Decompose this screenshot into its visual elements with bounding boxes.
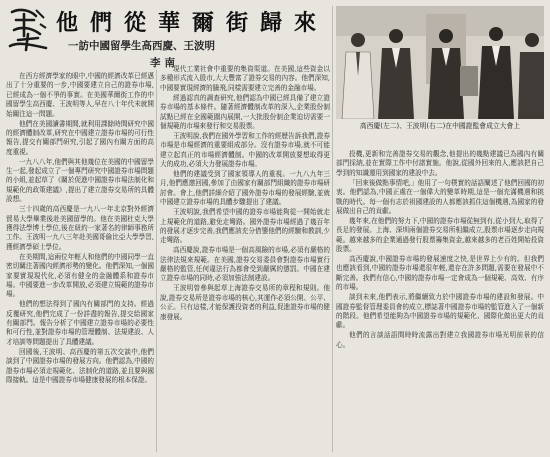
paragraph: 回國後,王波明、高西慶的第五次交談中,他們談到了中國證券市場的發展方向。他們認為,中國的證券市場必須走規範化、法制化的道路,並且要與國際接軌。這是中國證券市場健康發展的根本保證。 [6, 347, 154, 384]
photo-image [336, 6, 544, 119]
column-divider [332, 6, 333, 452]
section-logo [6, 6, 50, 54]
paragraph: 高西慶說,中國證券市場的發展速度之快,是世界上少有的。但我們也應該看到,中國的證券市場還很年輕,還存在許多問題,需要在發展中不斷完善。我們有信心,中國的證券市場一定會成為一個規範、高效、有序的市場。 [336, 254, 544, 292]
paragraph: 王波明說,我們在國外學習和工作的經歷告訴我們,證券市場是市場經濟的重要組成部分。沒有證券市場,就不可能建立起真正的市場經濟體制。中國的改革開放要想取得更大的成功,必須大力發展證券市場。 [160, 131, 330, 169]
paragraph: 一九八八年,他們與其他幾位在美國的中國留學生一起,發起成立了一個專門研究中國證券市場問題的小組,並起草了《關於促進中國證券市場法制化和規範化的政策建議》,提出了建立證券交易所的具體設想。 [6, 157, 154, 204]
paragraph: 他們的想法得到了國內有關部門的支持。經過反覆研究,他們完成了一份詳盡的報告,提交給國家有關部門。報告分析了中國建立證券市場的必要性和可行性,並對證券市場的管理體制、法規建設、人才培訓等問題提出了具體建議。 [6, 300, 154, 346]
article-photo [336, 6, 544, 119]
article-subtitle: 一訪中國留學生高西慶、王波明 [68, 40, 215, 52]
article-column-2 [160, 65, 330, 452]
paragraph: 他們在美國讀書期間,就利用課餘時間研究中國的經濟體制改革,研究在中國建立證券市場的可行性報告,提交有關部門研究,引起了國內有關方面的高度重視。 [6, 119, 154, 156]
paragraph: 王波明曾參與起草上海證券交易所的章程和規則。他說,證券交易所是證券市場的核心,其運作必須公開、公平、公正。只有這樣,才能保護投資者的利益,促進證券市場的健康發展。 [160, 284, 330, 321]
article-byline: 李南 [150, 57, 179, 69]
paragraph: 經過認真的調查研究,他們認為中國已經具備了建立證券市場的基本條件。隨著經濟體制改革的深入,企業股份制試點已經在全國範圍內展開,一大批股份制企業迫切需要一個規範的市場來發行和交易股票。 [160, 93, 330, 130]
paragraph: 王波明說,我們希望中國的證券市場能夠從一開始就走上規範化的道路,避免走彎路。國外證券市場經過了幾百年的發展才逐步完善,我們應該充分借鑒他們的經驗和教訓,少走彎路。 [160, 208, 330, 245]
paragraph: 他們的言談話語間時時流露出對建立我國證券市場光明前景的信心。 [336, 331, 544, 349]
paragraph: 三十四歲的高西慶是一九八一年北京對外經濟貿易大學畢業後赴美國留學的。他在美國杜克大學獲得法學博士學位,後在紐約一家著名的律師事務所工作。王波明一九八三年赴美國哥倫比亞大學學習,獲經濟學碩士學位。 [6, 205, 154, 251]
paragraph: 談到未來,他們表示,將繼續致力於中國證券市場的建設和發展。中國證券監督管理委員會的成立,標誌著中國證券市場的監管進入了一個新的階段。他們希望能夠為中國證券市場的規範化、國際化做出更大的貢獻。 [336, 293, 544, 330]
photo-caption: 高西慶(左二)、王波明(右二)在中國證監會成立大會上 [359, 122, 521, 130]
section-logo-icon [6, 6, 50, 54]
paragraph: 「回來後做點事情吧,」他用了一句樸實的話語闡述了他們回國的初衷。他們認為,中國正處在一個偉大的變革時期,這是一個充滿機遇和挑戰的時代。每一個有志於祖國建設的人都應該抓住這個機遇,為國家的發展做出自己的貢獻。 [336, 178, 544, 215]
paragraph: 在美期間,這兩位年輕人和他們的中國同學一直密切關注著國內經濟形勢的變化。他們深知,一個國家要實現現代化,必須有健全的金融體系和證券市場。中國要進一步改革開放,必須建立規範的證券市場。 [6, 252, 154, 299]
paragraph: 投機,更新和完善證券交易的觀念,他提出的幾點建議已為國內有關部門採納,並在實際工作中付諸實施。他說,從國外回來的人,應該把自己學到的知識運用到國家的建設中去。 [336, 150, 544, 177]
paragraph: 他們的建議受到了國家領導人的重視。一九八九年三月,他們應邀回國,參加了由國家有關部門組織的證券市場研討會。會上,他們詳細介紹了國外證券市場的發展經驗,並就中國建立證券市場的具體步驟提出了建議。 [160, 169, 330, 207]
paragraph: 幾年來,在他們的努力下,中國的證券市場從無到有,從小到大,取得了長足的發展。上海、深圳兩個證券交易所相繼成立,股票市場逐步走向規範。越來越多的企業通過發行股票籌集資金,越來越多的老百姓開始投資股票。 [336, 216, 544, 254]
paragraph: 在西方經濟學家的眼中,中國的經濟改革已經邁出了十分重要的一步,中國要建立自己的證券市場,已經成為一個不爭的事實。在美國華爾街工作的中國留學生高西慶、王波明等人,早在八十年代末就開始關注這一問題。 [6, 72, 154, 118]
column-divider [156, 70, 157, 452]
article-column-1 [6, 72, 154, 452]
paragraph: 現代工業社會中重要的集資渠道。在美國,這些資金以多種形式流入股市,大大豐富了證券交易的內容。他們深知,中國要實現經濟的騰飛,同樣需要建立完善的金融市場。 [160, 65, 330, 92]
paragraph: 高西慶說,證券市場是一個高風險的市場,必須有嚴格的法律法規來規範。在美國,證券交易委員會對證券市場實行嚴格的監管,任何違法行為都會受到嚴厲的懲罰。中國在建立證券市場的同時,必須加強法制建設。 [160, 246, 330, 283]
article-column-3 [336, 150, 544, 452]
article-headline: 他們從華爾街歸來 [56, 11, 329, 36]
